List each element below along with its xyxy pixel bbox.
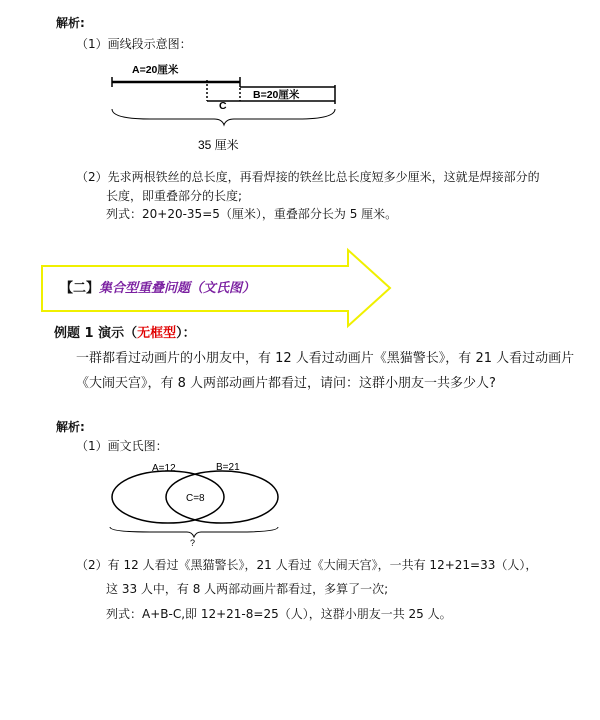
venn-b-label: B=21 [216, 462, 240, 473]
segment-a-label: A=20厘米 [132, 64, 179, 76]
banner-topic: 集合型重叠问题（文氏图） [99, 281, 256, 296]
venn-c-label: C=8 [186, 493, 205, 504]
venn-a-label: A=12 [152, 463, 176, 474]
total-length-label: 35 厘米 [198, 138, 239, 152]
analysis-heading-1: 解析: [56, 16, 85, 30]
venn-question-label: ? [190, 538, 196, 548]
step1-text-2: （1）画文氏图： [76, 439, 168, 453]
example-line2: 《大闹天宫》，有 8 人两部动画片都看过，请问：这群小朋友一共多少人? [76, 376, 496, 391]
segment-c-label: C [219, 100, 227, 112]
example-line1: 一群都看过动画片的小朋友中，有 12 人看过动画片《黑猫警长》，有 21 人看过动画片 [76, 351, 575, 366]
step2-line1-1: （2）先求两根铁丝的总长度，再看焊接的铁丝比总长度短多少厘米，这就是焊接部分的 [76, 170, 540, 184]
step2-line3-2: 列式：A+B-C,即 12+21-8=25（人），这群小朋友一共 25 人。 [106, 607, 452, 621]
step2-line2-2: 这 33 人中，有 8 人两部动画片都看过，多算了一次; [106, 582, 389, 596]
segment-b-label: B=20厘米 [253, 89, 300, 101]
analysis-heading-2: 解析: [56, 420, 85, 434]
step1-text-1: （1）画线段示意图： [76, 37, 192, 51]
banner-bracket: 【二】 [60, 281, 100, 296]
step2-line3-1: 列式：20+20-35=5（厘米），重叠部分长为 5 厘米。 [106, 207, 398, 221]
step2-line1-2: （2）有 12 人看过《黑猫警长》，21 人看过《大闹天宫》，一共有 12+21=33（人）， [76, 558, 538, 572]
example-title-highlight: 无框型 [137, 326, 177, 341]
example-title-suffix: ）： [176, 326, 196, 341]
example-title-prefix: 例题 1 演示（ [54, 326, 138, 341]
step2-line2-1: 长度，即重叠部分的长度; [106, 189, 243, 203]
